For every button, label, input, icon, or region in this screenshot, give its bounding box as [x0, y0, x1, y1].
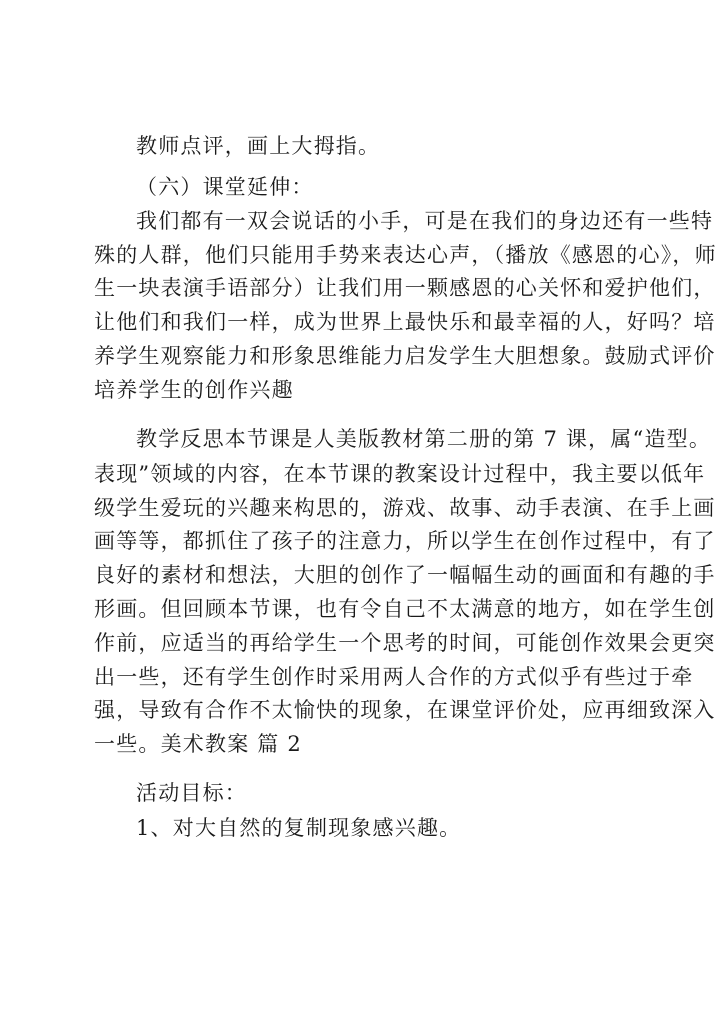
text-line: 形画。但回顾本节课，也有令自己不太满意的地方，如在学生创	[94, 597, 716, 621]
text-line: 级学生爱玩的兴趣来构思的，游戏、故事、动手表演、在手上画	[94, 496, 716, 520]
text-line-reflection-start: 教学反思本节课是人美版教材第二册的第 7 课，属“造型。	[136, 427, 712, 451]
list-item-goal-1: 1、对大自然的复制现象感兴趣。	[136, 816, 462, 840]
text-line: 殊的人群，他们只能用手势来表达心声，（播放《感恩的心》，师	[94, 243, 717, 267]
text-line-teacher-comment: 教师点评，画上大拇指。	[136, 134, 381, 158]
text-line: 作前，应适当的再给学生一个思考的时间，可能创作效果会更突	[94, 631, 716, 655]
text-line: 画等等，都抓住了孩子的注意力，所以学生在创作过程中，有了	[94, 529, 716, 553]
text-line: 出一些，还有学生创作时采用两人合作的方式似乎有些过于牵	[94, 665, 694, 689]
text-line: 养学生观察能力和形象思维能力启发学生大胆想象。鼓励式评价	[94, 344, 716, 368]
text-line: 生一块表演手语部分）让我们用一颗感恩的心关怀和爱护他们，	[94, 276, 716, 300]
text-line: 培养学生的创作兴趣	[94, 378, 294, 402]
text-line: 表现”领域的内容，在本节课的教案设计过程中，我主要以低年	[94, 462, 706, 486]
text-line-section-title: 一些。美术教案 篇 2	[94, 732, 302, 756]
section-heading-activity-goals: 活动目标：	[136, 781, 247, 805]
text-line: 强，导致有合作不太愉快的现象，在课堂评价处，应再细致深入	[94, 698, 716, 722]
text-line: 我们都有一双会说话的小手，可是在我们的身边还有一些特	[136, 209, 714, 233]
text-line: 良好的素材和想法，大胆的创作了一幅幅生动的画面和有趣的手	[94, 563, 716, 587]
text-line: 让他们和我们一样，成为世界上最快乐和最幸福的人，好吗？培	[94, 310, 716, 334]
section-heading-class-extension: （六）课堂延伸：	[136, 175, 314, 199]
